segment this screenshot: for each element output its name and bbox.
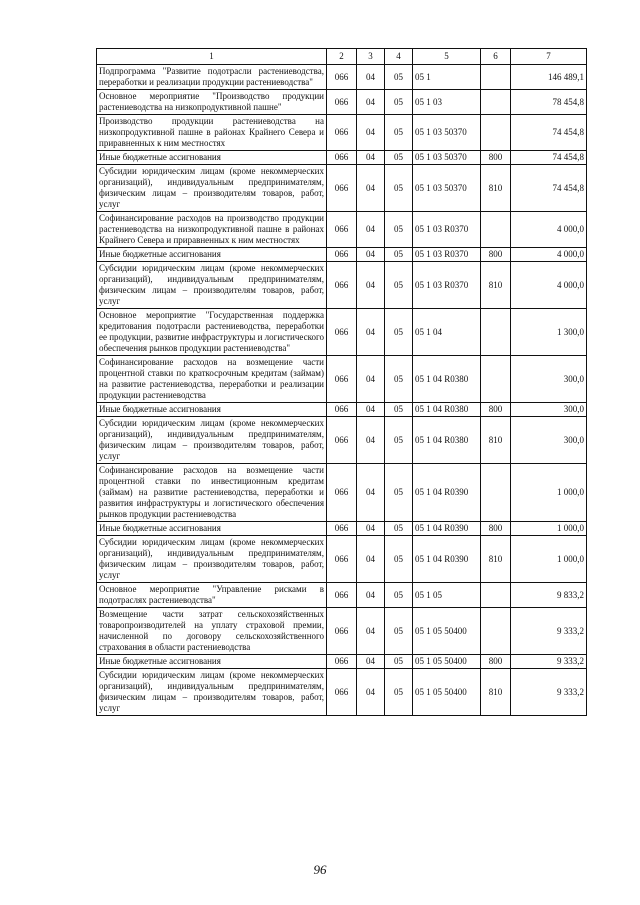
row-csr-cell: 05 1 04 R0380 bbox=[413, 403, 481, 417]
row-ved-cell: 066 bbox=[327, 583, 357, 608]
header-col-4: 4 bbox=[385, 49, 413, 65]
row-vr-cell bbox=[481, 309, 511, 356]
table-row bbox=[97, 248, 587, 262]
row-rz-cell: 04 bbox=[357, 536, 385, 583]
row-pr-cell: 05 bbox=[385, 655, 413, 669]
row-vr-cell: 800 bbox=[481, 403, 511, 417]
table-body bbox=[97, 65, 587, 716]
row-name-cell: Иные бюджетные ассигнования bbox=[97, 655, 327, 669]
table-row bbox=[97, 669, 587, 716]
row-vr-cell: 810 bbox=[481, 669, 511, 716]
row-name-cell: Иные бюджетные ассигнования bbox=[97, 403, 327, 417]
row-ved-cell: 066 bbox=[327, 151, 357, 165]
row-rz-cell: 04 bbox=[357, 65, 385, 90]
row-rz-cell: 04 bbox=[357, 115, 385, 151]
row-ved-cell: 066 bbox=[327, 165, 357, 212]
row-csr-cell: 05 1 03 50370 bbox=[413, 151, 481, 165]
row-pr-cell: 05 bbox=[385, 262, 413, 309]
row-vr-cell bbox=[481, 212, 511, 248]
row-pr-cell: 05 bbox=[385, 165, 413, 212]
row-sum-cell: 1 300,0 bbox=[511, 309, 587, 356]
row-ved-cell: 066 bbox=[327, 608, 357, 655]
row-rz-cell: 04 bbox=[357, 309, 385, 356]
row-ved-cell: 066 bbox=[327, 115, 357, 151]
row-pr-cell: 05 bbox=[385, 583, 413, 608]
row-rz-cell: 04 bbox=[357, 356, 385, 403]
row-sum-cell: 78 454,8 bbox=[511, 90, 587, 115]
row-rz-cell: 04 bbox=[357, 165, 385, 212]
row-name-cell: Софинансирование расходов на возмещение части процентной ставки по краткосрочным кредитам (займам) на развитие растениеводства, переработки и реализации продукции растениеводства bbox=[97, 356, 327, 403]
row-name-cell: Основное мероприятие "Управление рисками в подотраслях растениеводства" bbox=[97, 583, 327, 608]
row-pr-cell: 05 bbox=[385, 464, 413, 522]
row-rz-cell: 04 bbox=[357, 583, 385, 608]
row-pr-cell: 05 bbox=[385, 403, 413, 417]
row-sum-cell: 9 333,2 bbox=[511, 608, 587, 655]
row-vr-cell bbox=[481, 65, 511, 90]
table-row bbox=[97, 417, 587, 464]
row-rz-cell: 04 bbox=[357, 655, 385, 669]
row-sum-cell: 300,0 bbox=[511, 403, 587, 417]
row-csr-cell: 05 1 04 R0390 bbox=[413, 464, 481, 522]
row-csr-cell: 05 1 03 R0370 bbox=[413, 248, 481, 262]
row-rz-cell: 04 bbox=[357, 403, 385, 417]
row-csr-cell: 05 1 05 50400 bbox=[413, 608, 481, 655]
budget-table bbox=[96, 48, 587, 716]
row-pr-cell: 05 bbox=[385, 356, 413, 403]
row-rz-cell: 04 bbox=[357, 608, 385, 655]
row-vr-cell bbox=[481, 115, 511, 151]
row-ved-cell: 066 bbox=[327, 403, 357, 417]
table-row bbox=[97, 403, 587, 417]
row-sum-cell: 4 000,0 bbox=[511, 212, 587, 248]
row-name-cell: Возмещение части затрат сельскохозяйственных товаропроизводителей на уплату страховой премии, начисленной по договору сельскохозяйственного страхования в области растениеводства bbox=[97, 608, 327, 655]
row-vr-cell: 810 bbox=[481, 165, 511, 212]
row-pr-cell: 05 bbox=[385, 90, 413, 115]
row-name-cell: Производство продукции растениеводства на низкопродуктивной пашне в районах Крайнего Севера и приравненных к ним местностях bbox=[97, 115, 327, 151]
row-vr-cell: 800 bbox=[481, 151, 511, 165]
row-sum-cell: 4 000,0 bbox=[511, 262, 587, 309]
row-csr-cell: 05 1 03 R0370 bbox=[413, 262, 481, 309]
row-name-cell: Субсидии юридическим лицам (кроме некоммерческих организаций), индивидуальным предпринимателям, физическим лицам – производителям товаров, работ, услуг bbox=[97, 536, 327, 583]
row-sum-cell: 9 333,2 bbox=[511, 669, 587, 716]
row-rz-cell: 04 bbox=[357, 464, 385, 522]
table-row bbox=[97, 464, 587, 522]
row-rz-cell: 04 bbox=[357, 90, 385, 115]
row-name-cell: Основное мероприятие "Государственная поддержка кредитования подотрасли растениеводства, переработки ее продукции, развитие инфраструктуры и логистического обеспечения рынков продукции растениеводства" bbox=[97, 309, 327, 356]
row-csr-cell: 05 1 03 50370 bbox=[413, 115, 481, 151]
table-row bbox=[97, 262, 587, 309]
row-csr-cell: 05 1 04 R0390 bbox=[413, 522, 481, 536]
row-sum-cell: 4 000,0 bbox=[511, 248, 587, 262]
header-col-1: 1 bbox=[97, 49, 327, 65]
row-csr-cell: 05 1 05 50400 bbox=[413, 655, 481, 669]
row-ved-cell: 066 bbox=[327, 248, 357, 262]
row-csr-cell: 05 1 04 bbox=[413, 309, 481, 356]
row-vr-cell bbox=[481, 608, 511, 655]
row-ved-cell: 066 bbox=[327, 464, 357, 522]
table-row bbox=[97, 536, 587, 583]
row-sum-cell: 9 333,2 bbox=[511, 655, 587, 669]
row-ved-cell: 066 bbox=[327, 669, 357, 716]
header-col-3: 3 bbox=[357, 49, 385, 65]
row-pr-cell: 05 bbox=[385, 522, 413, 536]
row-pr-cell: 05 bbox=[385, 248, 413, 262]
row-vr-cell: 810 bbox=[481, 536, 511, 583]
row-sum-cell: 74 454,8 bbox=[511, 115, 587, 151]
row-csr-cell: 05 1 03 R0370 bbox=[413, 212, 481, 248]
row-sum-cell: 300,0 bbox=[511, 356, 587, 403]
row-ved-cell: 066 bbox=[327, 262, 357, 309]
row-name-cell: Основное мероприятие "Производство продукции растениеводства на низкопродуктивной пашне" bbox=[97, 90, 327, 115]
page-number: 96 bbox=[313, 862, 327, 877]
row-pr-cell: 05 bbox=[385, 65, 413, 90]
row-pr-cell: 05 bbox=[385, 608, 413, 655]
row-ved-cell: 066 bbox=[327, 417, 357, 464]
row-rz-cell: 04 bbox=[357, 669, 385, 716]
row-ved-cell: 066 bbox=[327, 655, 357, 669]
row-csr-cell: 05 1 04 R0380 bbox=[413, 417, 481, 464]
row-pr-cell: 05 bbox=[385, 669, 413, 716]
table-row bbox=[97, 115, 587, 151]
row-vr-cell bbox=[481, 356, 511, 403]
row-csr-cell: 05 1 03 50370 bbox=[413, 165, 481, 212]
row-sum-cell: 1 000,0 bbox=[511, 522, 587, 536]
row-pr-cell: 05 bbox=[385, 309, 413, 356]
row-csr-cell: 05 1 03 bbox=[413, 90, 481, 115]
row-name-cell: Софинансирование расходов на возмещение части процентной ставки по инвестиционным кредитам (займам) на развитие растениеводства, переработки и развития инфраструктуры и логистического обеспечения рынков продукции растениеводства bbox=[97, 464, 327, 522]
table-row bbox=[97, 212, 587, 248]
row-sum-cell: 74 454,8 bbox=[511, 165, 587, 212]
row-vr-cell: 800 bbox=[481, 655, 511, 669]
row-rz-cell: 04 bbox=[357, 522, 385, 536]
row-vr-cell bbox=[481, 583, 511, 608]
row-vr-cell: 810 bbox=[481, 417, 511, 464]
table-row bbox=[97, 356, 587, 403]
row-vr-cell: 810 bbox=[481, 262, 511, 309]
header-col-6: 6 bbox=[481, 49, 511, 65]
row-sum-cell: 146 489,1 bbox=[511, 65, 587, 90]
row-rz-cell: 04 bbox=[357, 417, 385, 464]
row-csr-cell: 05 1 bbox=[413, 65, 481, 90]
row-rz-cell: 04 bbox=[357, 262, 385, 309]
table-row bbox=[97, 608, 587, 655]
table-row bbox=[97, 309, 587, 356]
row-name-cell: Софинансирование расходов на производство продукции растениеводства на низкопродуктивной пашне в районах Крайнего Севера и приравненных к ним местностях bbox=[97, 212, 327, 248]
row-name-cell: Субсидии юридическим лицам (кроме некоммерческих организаций), индивидуальным предпринимателям, физическим лицам – производителям товаров, работ, услуг bbox=[97, 262, 327, 309]
row-csr-cell: 05 1 04 R0390 bbox=[413, 536, 481, 583]
row-name-cell: Субсидии юридическим лицам (кроме некоммерческих организаций), индивидуальным предпринимателям, физическим лицам – производителям товаров, работ, услуг bbox=[97, 669, 327, 716]
row-sum-cell: 300,0 bbox=[511, 417, 587, 464]
table-row bbox=[97, 522, 587, 536]
table-row bbox=[97, 655, 587, 669]
row-name-cell: Иные бюджетные ассигнования bbox=[97, 248, 327, 262]
row-rz-cell: 04 bbox=[357, 248, 385, 262]
header-col-7: 7 bbox=[511, 49, 587, 65]
row-pr-cell: 05 bbox=[385, 417, 413, 464]
row-ved-cell: 066 bbox=[327, 65, 357, 90]
row-ved-cell: 066 bbox=[327, 536, 357, 583]
row-rz-cell: 04 bbox=[357, 212, 385, 248]
row-pr-cell: 05 bbox=[385, 151, 413, 165]
row-csr-cell: 05 1 05 50400 bbox=[413, 669, 481, 716]
row-ved-cell: 066 bbox=[327, 90, 357, 115]
row-sum-cell: 9 833,2 bbox=[511, 583, 587, 608]
row-name-cell: Субсидии юридическим лицам (кроме некоммерческих организаций), индивидуальным предпринимателям, физическим лицам – производителям товаров, работ, услуг bbox=[97, 417, 327, 464]
row-pr-cell: 05 bbox=[385, 212, 413, 248]
row-pr-cell: 05 bbox=[385, 536, 413, 583]
row-ved-cell: 066 bbox=[327, 309, 357, 356]
row-vr-cell: 800 bbox=[481, 248, 511, 262]
row-ved-cell: 066 bbox=[327, 356, 357, 403]
row-name-cell: Иные бюджетные ассигнования bbox=[97, 151, 327, 165]
table-row bbox=[97, 583, 587, 608]
row-name-cell: Подпрограмма "Развитие подотрасли растениеводства, переработки и реализации продукции растениеводства" bbox=[97, 65, 327, 90]
row-csr-cell: 05 1 04 R0380 bbox=[413, 356, 481, 403]
table-row bbox=[97, 90, 587, 115]
row-sum-cell: 74 454,8 bbox=[511, 151, 587, 165]
header-col-2: 2 bbox=[327, 49, 357, 65]
row-ved-cell: 066 bbox=[327, 212, 357, 248]
table-row bbox=[97, 151, 587, 165]
row-csr-cell: 05 1 05 bbox=[413, 583, 481, 608]
row-vr-cell bbox=[481, 464, 511, 522]
table-header bbox=[97, 49, 587, 65]
row-sum-cell: 1 000,0 bbox=[511, 464, 587, 522]
header-col-5: 5 bbox=[413, 49, 481, 65]
row-vr-cell: 800 bbox=[481, 522, 511, 536]
row-rz-cell: 04 bbox=[357, 151, 385, 165]
table-row bbox=[97, 65, 587, 90]
row-vr-cell bbox=[481, 90, 511, 115]
row-name-cell: Субсидии юридическим лицам (кроме некоммерческих организаций), индивидуальным предпринимателям, физическим лицам – производителям товаров, работ, услуг bbox=[97, 165, 327, 212]
row-sum-cell: 1 000,0 bbox=[511, 536, 587, 583]
row-pr-cell: 05 bbox=[385, 115, 413, 151]
table-row bbox=[97, 165, 587, 212]
row-ved-cell: 066 bbox=[327, 522, 357, 536]
row-name-cell: Иные бюджетные ассигнования bbox=[97, 522, 327, 536]
